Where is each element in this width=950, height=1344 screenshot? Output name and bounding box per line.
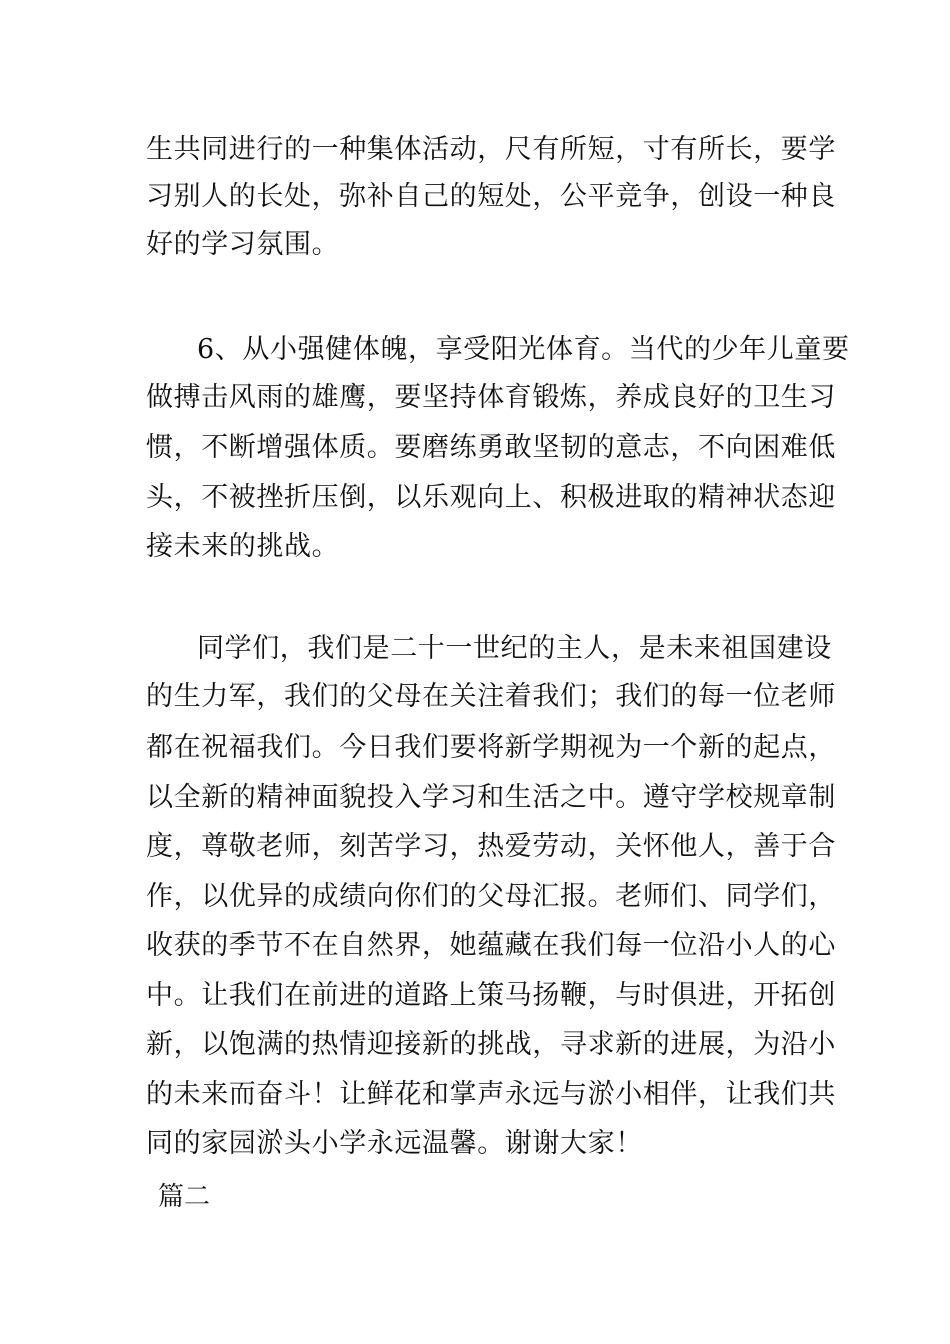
paragraph-2-line-3: 惯，不断增强体质。要磨练勇敢坚韧的意志，不向困难低 (146, 432, 836, 463)
section-title: 篇二 (158, 1182, 211, 1212)
paragraph-2-line-4: 头，不被挫折压倒，以乐观向上、积极进取的精神状态迎 (146, 482, 836, 513)
paragraph-3-line-9: 新，以饱满的热情迎接新的挑战，寻求新的进展，为沿小 (146, 1029, 836, 1060)
paragraph-2-line-2: 做搏击风雨的雄鹰，要坚持体育锻炼，养成良好的卫生习 (146, 382, 836, 413)
paragraph-2-line-5: 接未来的挑战。 (146, 531, 340, 562)
paragraph-3-line-10: 的未来而奋斗！让鲜花和掌声永远与淤小相伴，让我们共 (146, 1079, 836, 1110)
paragraph-3-line-2: 的生力军，我们的父母在关注着我们；我们的每一位老师 (146, 681, 836, 712)
paragraph-3-line-8: 中。让我们在前进的道路上策马扬鞭，与时俱进，开拓创 (146, 980, 836, 1011)
paragraph-3-line-11: 同的家园淤头小学永远温馨。谢谢大家！ (146, 1128, 643, 1159)
paragraph-3-line-7: 收获的季节不在自然界，她蕴藏在我们每一位沿小人的心 (146, 930, 836, 961)
paragraph-1-line-1: 生共同进行的一种集体活动，尺有所短，寸有所长，要学 (146, 134, 836, 165)
paragraph-1-line-2: 习别人的长处，弥补自己的短处，公平竞争，创设一种良 (146, 181, 836, 212)
paragraph-3-line-3: 都在祝福我们。今日我们要将新学期视为一个新的起点， (146, 732, 836, 763)
paragraph-3-line-1: 同学们，我们是二十一世纪的主人，是未来祖国建设 (197, 633, 832, 664)
paragraph-2-line-1: 6、从小强健体魄，享受阳光体育。当代的少年儿童要 (197, 334, 850, 365)
paragraph-3-line-5: 度，尊敬老师，刻苦学习，热爱劳动，关怀他人，善于合 (146, 831, 836, 862)
paragraph-3-line-6: 作，以优异的成绩向你们的父母汇报。老师们、同学们， (146, 881, 836, 912)
paragraph-3-line-4: 以全新的精神面貌投入学习和生活之中。遵守学校规章制 (146, 782, 836, 813)
paragraph-1-line-3: 好的学习氛围。 (146, 229, 340, 260)
